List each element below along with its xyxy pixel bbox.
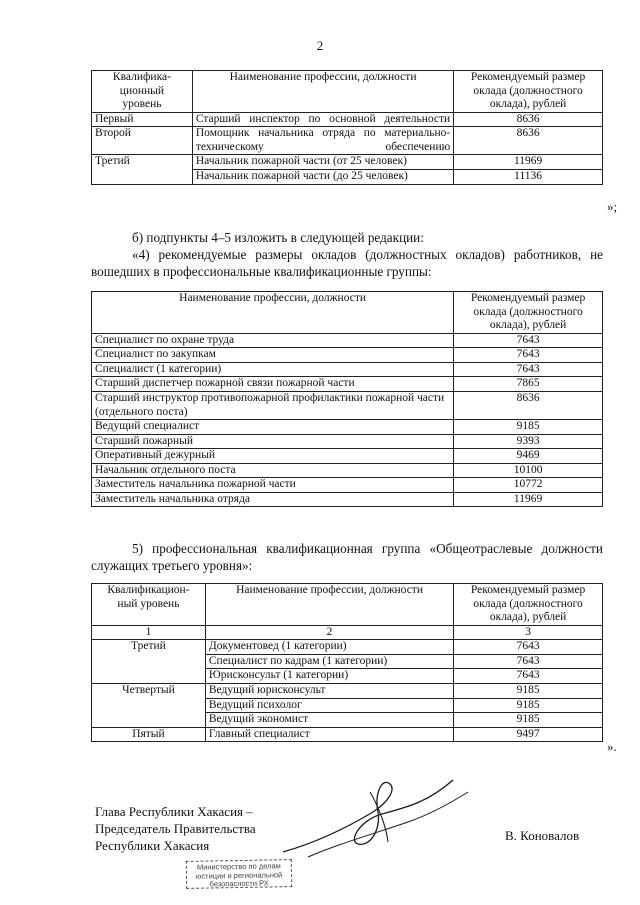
table2-header-position: Наименование профессии, должности — [92, 292, 454, 334]
position-cell: Главный специалист — [205, 727, 453, 742]
table-row — [92, 727, 603, 742]
handwritten-signature — [278, 772, 478, 862]
table-row — [92, 377, 603, 392]
table3-header-level: Квалификацион- ный уровень — [92, 584, 206, 626]
salary-cell: 9497 — [454, 727, 603, 742]
table-row — [92, 127, 603, 155]
salary-table-3 — [91, 583, 603, 742]
position-cell: Старший диспетчер пожарной связи пожарной части — [92, 377, 454, 392]
paragraph-4: «4) рекомендуемые размеры окладов (должностных окладов) работников, не вошедших в профессиональные квалификационные группы: — [91, 247, 603, 280]
position-cell: Помощник начальника отряда по материально-техническому обеспечению — [192, 127, 453, 155]
signatory-title — [95, 803, 256, 854]
salary-cell: 9469 — [454, 449, 603, 464]
table1-header-position: Наименование профессии, должности — [192, 71, 453, 113]
page-number: 2 — [316, 38, 324, 53]
table-row — [92, 640, 603, 655]
position-cell: Ведущий специалист — [92, 420, 454, 435]
level-cell: Пятый — [92, 727, 206, 742]
table1-closing-quote: »; — [607, 199, 618, 214]
table-row — [92, 155, 603, 170]
salary-cell: 11136 — [454, 169, 603, 184]
position-cell: Начальник пожарной части (до 25 человек) — [192, 169, 453, 184]
signatory-title-line: Председатель Правительства — [95, 821, 256, 837]
table3-closing-quote: ». — [607, 739, 617, 754]
position-cell: Заместитель начальника отряда — [92, 492, 454, 507]
signatory-title-line: Республики Хакасия — [95, 838, 210, 854]
table3-column-number: 1 — [92, 625, 206, 640]
table2-header-salary: Рекомендуемый размер оклада (должностного оклада), рублей — [454, 292, 603, 334]
salary-cell: 7643 — [454, 654, 603, 669]
table-row — [92, 362, 603, 377]
position-cell: Ведущий психолог — [205, 698, 453, 713]
level-cell: Первый — [92, 112, 193, 127]
salary-cell: 7643 — [454, 362, 603, 377]
position-cell: Начальник отдельного поста — [92, 463, 454, 478]
table3-header-position: Наименование профессии, должности — [205, 584, 453, 626]
salary-cell: 11969 — [454, 492, 603, 507]
table-row — [92, 391, 603, 419]
salary-cell: 7643 — [454, 669, 603, 684]
position-cell: Документовед (1 категории) — [205, 640, 453, 655]
table-row — [92, 463, 603, 478]
stamp-line: безопасности РХ — [209, 878, 269, 889]
position-cell: Заместитель начальника пожарной части — [92, 478, 454, 493]
salary-cell: 8636 — [454, 391, 603, 419]
paragraph-b: б) подпункты 4–5 изложить в следующей редакции: — [132, 230, 424, 245]
salary-cell: 9185 — [454, 683, 603, 698]
table1-header-level: Квалифика- ционный уровень — [92, 71, 193, 113]
position-cell: Специалист по закупкам — [92, 348, 454, 363]
salary-cell: 7643 — [454, 640, 603, 655]
table3-column-number: 2 — [205, 625, 453, 640]
position-cell: Юрисконсульт (1 категории) — [205, 669, 453, 684]
table-row — [92, 333, 603, 348]
salary-cell: 9185 — [454, 420, 603, 435]
salary-cell: 9185 — [454, 698, 603, 713]
position-cell: Оперативный дежурный — [92, 449, 454, 464]
salary-cell: 7643 — [454, 333, 603, 348]
position-cell: Специалист по охране труда — [92, 333, 454, 348]
position-cell: Старший инспектор по основной деятельности — [192, 112, 453, 127]
table-row — [92, 434, 603, 449]
table1-header-salary: Рекомендуемый размер оклада (должностного оклада), рублей — [454, 71, 603, 113]
stamp-line: юстиции и региональной — [195, 869, 283, 881]
level-cell: Второй — [92, 127, 193, 155]
level-cell: Третий — [92, 640, 206, 684]
salary-cell: 8636 — [454, 127, 603, 155]
table-row — [92, 492, 603, 507]
paragraph-5: 5) профессиональная квалификационная группа «Общеотраслевые должности служащих третьего уровня»: — [91, 541, 603, 574]
salary-cell: 10772 — [454, 478, 603, 493]
salary-cell: 11969 — [454, 155, 603, 170]
position-cell: Специалист по кадрам (1 категории) — [205, 654, 453, 669]
signatory-title-line: Глава Республики Хакасия – — [95, 804, 253, 819]
position-cell: Ведущий юрисконсульт — [205, 683, 453, 698]
salary-table-2 — [91, 291, 603, 507]
salary-table-1 — [91, 70, 603, 185]
salary-cell: 8636 — [454, 112, 603, 127]
table-row — [92, 112, 603, 127]
level-cell: Четвертый — [92, 683, 206, 727]
position-cell: Специалист (1 категории) — [92, 362, 454, 377]
table-row — [92, 420, 603, 435]
table-row — [92, 348, 603, 363]
level-cell: Третий — [92, 155, 193, 184]
position-cell: Ведущий экономист — [205, 713, 453, 728]
position-cell: Начальник пожарной части (от 25 человек) — [192, 155, 453, 170]
table-row — [92, 449, 603, 464]
table3-column-number: 3 — [454, 625, 603, 640]
salary-cell: 7643 — [454, 348, 603, 363]
salary-cell: 10100 — [454, 463, 603, 478]
position-cell: Старший инструктор противопожарной профилактики пожарной части (отдельного поста) — [92, 391, 454, 419]
table-row — [92, 478, 603, 493]
salary-cell: 9185 — [454, 713, 603, 728]
registration-stamp — [186, 859, 292, 889]
table3-header-salary: Рекомендуемый размер оклада (должностного оклада), рублей — [454, 584, 603, 626]
salary-cell: 7865 — [454, 377, 603, 392]
salary-cell: 9393 — [454, 434, 603, 449]
table-row — [92, 683, 603, 698]
stamp-line: Министерство по делам — [196, 861, 281, 872]
position-cell: Старший пожарный — [92, 434, 454, 449]
signatory-name: В. Коновалов — [505, 828, 580, 843]
